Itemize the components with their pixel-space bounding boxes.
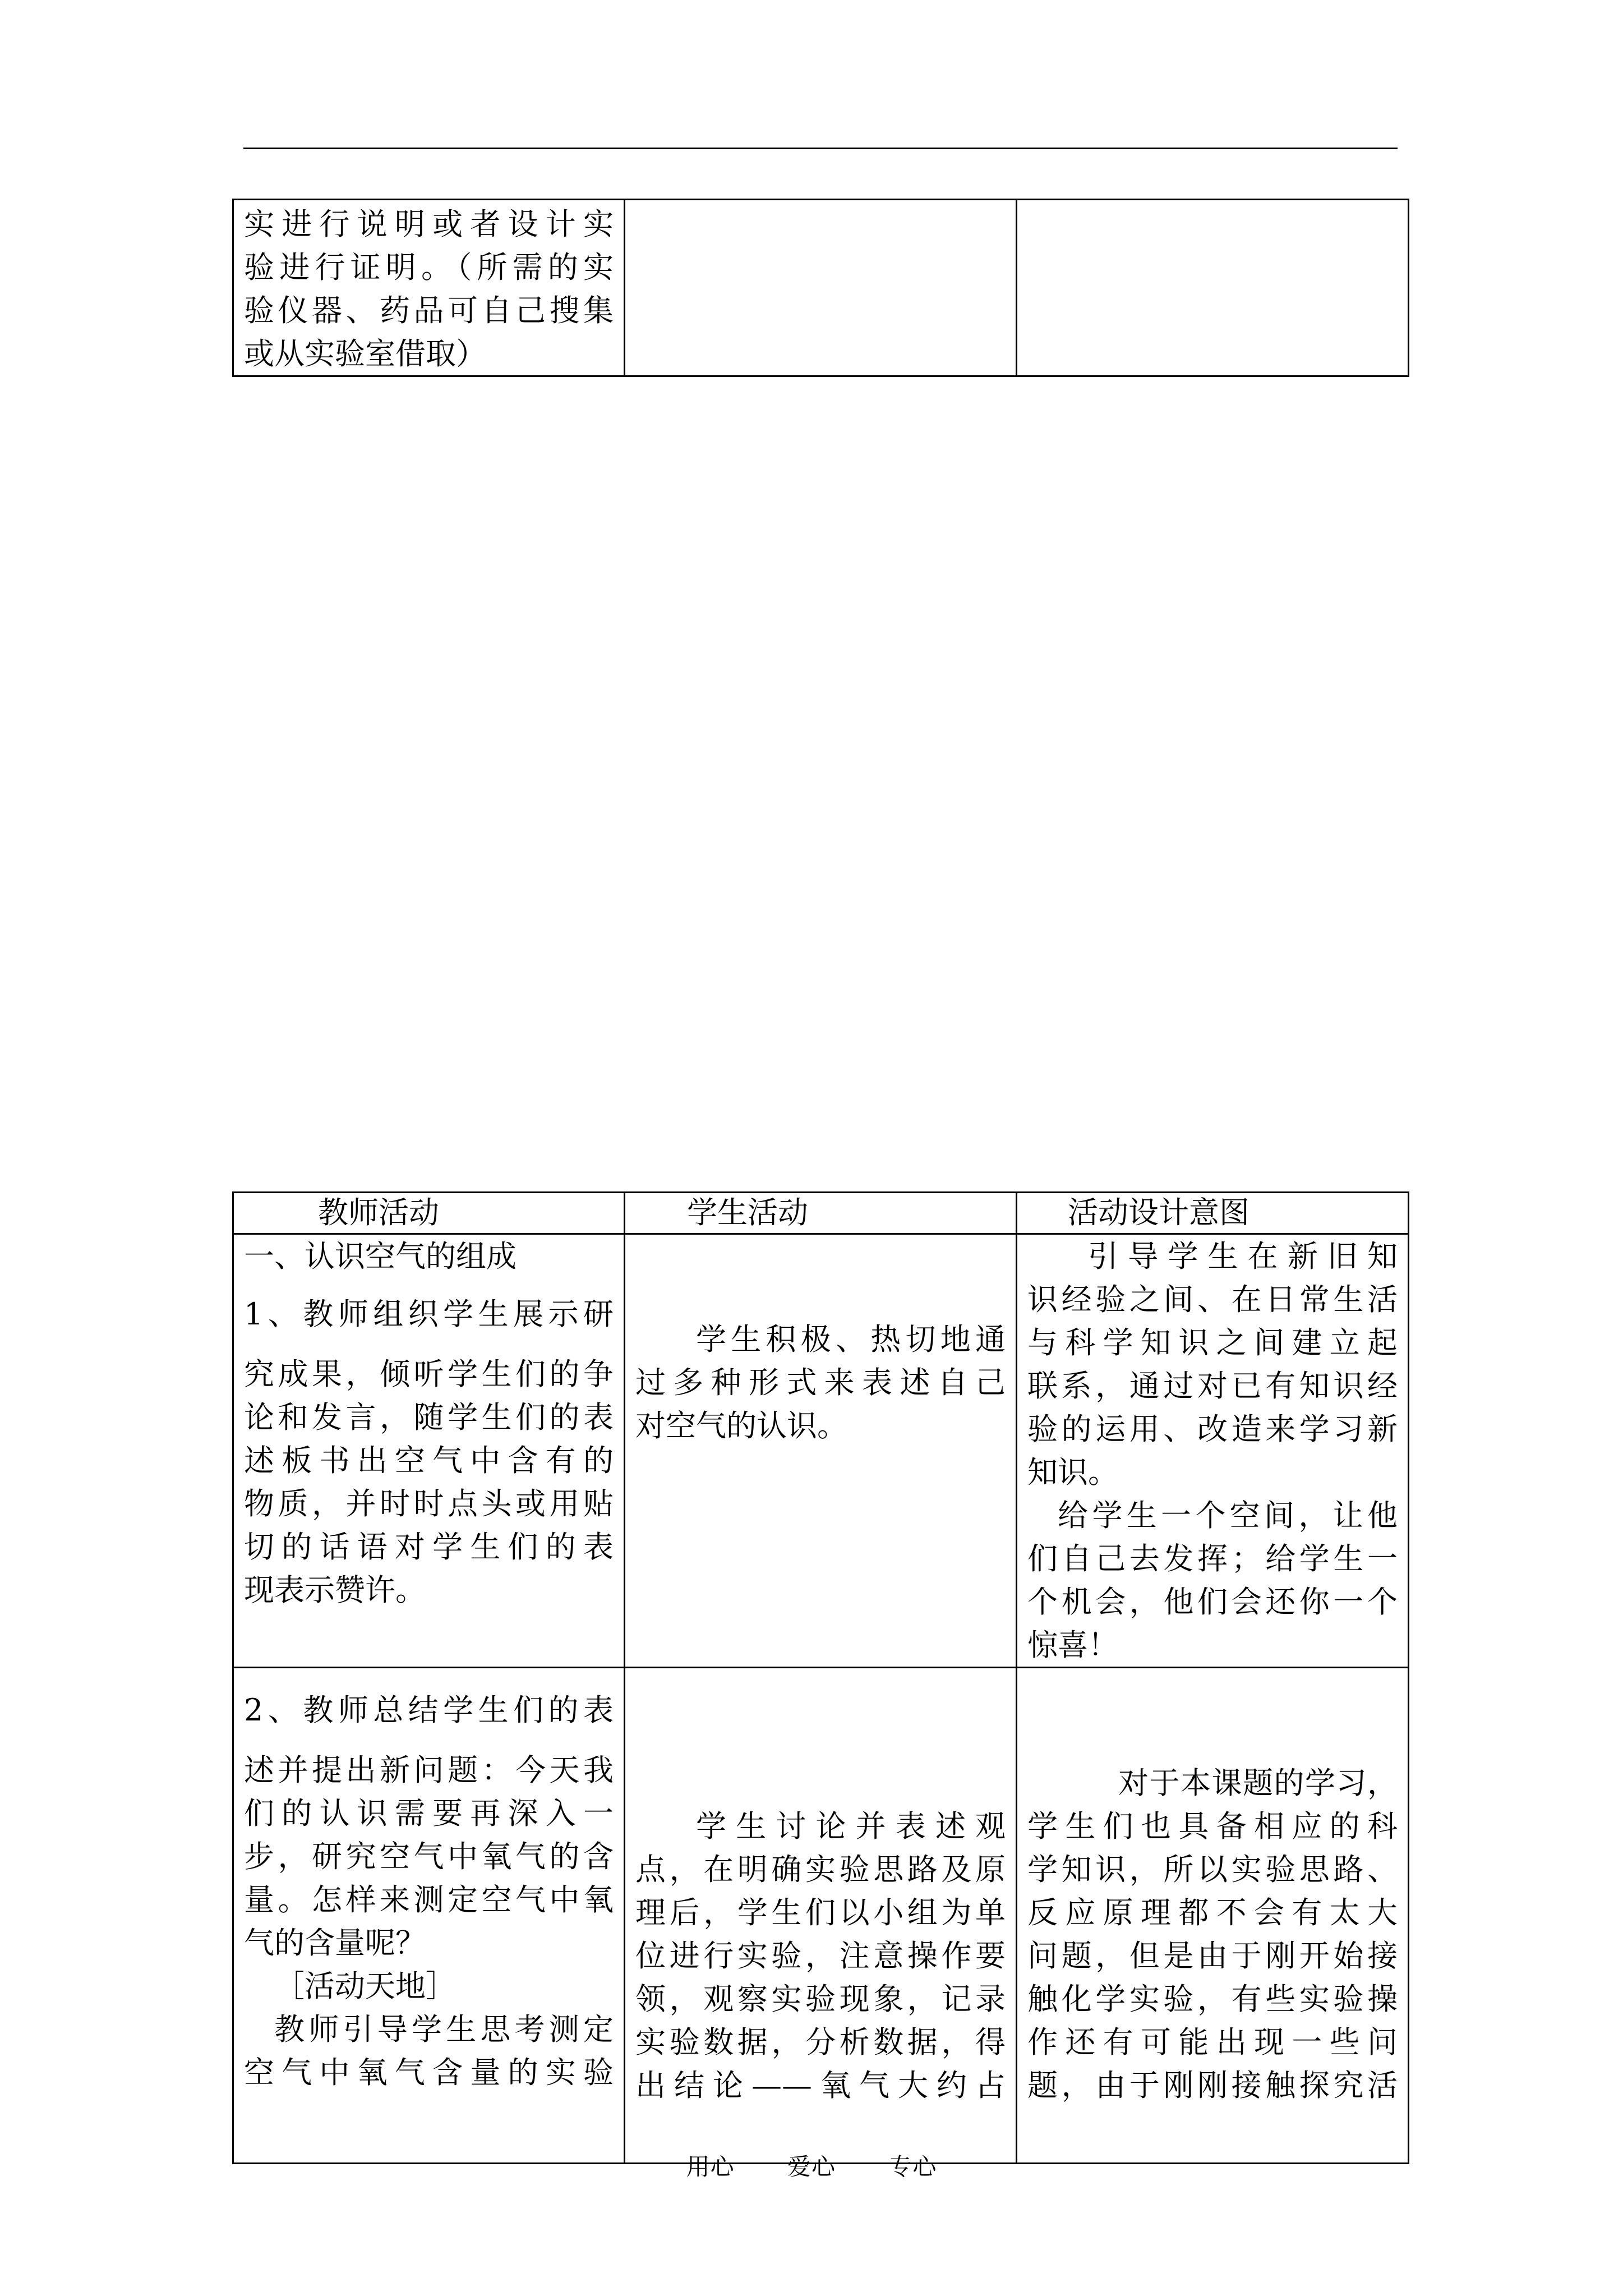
text-line: 学知识，所以实验思路、 bbox=[1027, 1852, 1398, 1887]
text-line: 验进行证明。（所需的实 bbox=[244, 250, 614, 285]
table-row bbox=[233, 1668, 1409, 2164]
text-line: 实验数据，分析数据，得 bbox=[635, 2024, 1006, 2060]
continuation-cell-teacher bbox=[233, 200, 625, 376]
text-line: 题，由于刚刚接触探究活 bbox=[1027, 2068, 1398, 2103]
text-line: 们自己去发挥；给学生一 bbox=[1027, 1541, 1398, 1576]
text-line: 对于本课题的学习， bbox=[1118, 1765, 1398, 1801]
text-line: 识经验之间、在日常生活 bbox=[1027, 1282, 1398, 1317]
text-line: 或从实验室借取） bbox=[244, 336, 486, 371]
cell-student-activity bbox=[625, 1234, 1017, 1668]
text-line: 2、教师总结学生们的表 bbox=[244, 1692, 614, 1728]
text-line: 1、教师组织学生展示研 bbox=[244, 1296, 614, 1332]
footer-motto: 专心 bbox=[888, 2153, 937, 2180]
text-line: 学生积极、热切地通 bbox=[696, 1322, 1006, 1357]
text-line: 验的运用、改造来学习新 bbox=[1027, 1411, 1398, 1447]
cell-teacher-activity bbox=[233, 1668, 625, 2164]
text-line: 述板书出空气中含有的 bbox=[244, 1443, 614, 1478]
text-line: 空气中氧气含量的实验 bbox=[244, 2055, 614, 2090]
text-line: 论和发言，随学生们的表 bbox=[244, 1400, 614, 1435]
table-header-row bbox=[233, 1193, 1409, 1234]
header-student-activity: 学生活动 bbox=[625, 1193, 1017, 1234]
text-line: 究成果，倾听学生们的争 bbox=[244, 1356, 614, 1392]
text-line: 点，在明确实验思路及原 bbox=[635, 1852, 1006, 1887]
cell-student-activity bbox=[625, 1668, 1017, 2164]
text-line: 现表示赞许。 bbox=[244, 1572, 426, 1608]
text-line: 引导学生在新旧知 bbox=[1088, 1239, 1398, 1274]
text-line: 理后，学生们以小组为单 bbox=[635, 1895, 1006, 1930]
text-line: 们的认识需要再深入一 bbox=[244, 1796, 614, 1831]
text-line: 学生们也具备相应的科 bbox=[1027, 1809, 1398, 1844]
text-line: 验仪器、药品可自己搜集 bbox=[244, 293, 614, 328]
footer-motto: 用心 bbox=[686, 2153, 735, 2180]
text-line: 给学生一个空间，让他 bbox=[1058, 1498, 1398, 1533]
text-line: 惊喜！ bbox=[1027, 1627, 1118, 1663]
header-rule bbox=[243, 148, 1398, 149]
text-line: 过多种形式来表述自己 bbox=[635, 1365, 1006, 1400]
continuation-cell-student bbox=[625, 200, 1017, 376]
text-line: 出结论——氧气大约占 bbox=[635, 2068, 1006, 2103]
page-footer bbox=[0, 2148, 1623, 2182]
text-line: 气的含量呢？ bbox=[244, 1925, 426, 1961]
cell-design-intent bbox=[1017, 1668, 1409, 2164]
text-line: 反应原理都不会有太大 bbox=[1027, 1895, 1398, 1930]
section-title: 一、认识空气的组成 bbox=[244, 1239, 517, 1274]
text-line: 步，研究空气中氧气的含 bbox=[244, 1839, 614, 1874]
text-line: 领，观察实验现象，记录 bbox=[635, 1981, 1006, 2017]
text-line: 个机会，他们会还你一个 bbox=[1027, 1584, 1398, 1619]
text-line: 实进行说明或者设计实 bbox=[244, 206, 614, 242]
text-line: 教师引导学生思考测定 bbox=[274, 2012, 614, 2047]
text-line: 量。怎样来测定空气中氧 bbox=[244, 1882, 614, 1917]
lesson-activity-table bbox=[232, 1191, 1409, 2164]
cell-teacher-activity bbox=[233, 1234, 625, 1668]
text-line: 学生讨论并表述观 bbox=[696, 1809, 1006, 1844]
text-line: 触化学实验，有些实验操 bbox=[1027, 1981, 1398, 2017]
text-line: 切的话语对学生们的表 bbox=[244, 1529, 614, 1565]
footer-motto: 爱心 bbox=[787, 2153, 836, 2180]
header-design-intent: 活动设计意图 bbox=[1017, 1193, 1409, 1234]
text-line: 述并提出新问题：今天我 bbox=[244, 1752, 614, 1788]
text-line: 作还有可能出现一些问 bbox=[1027, 2024, 1398, 2060]
text-line: 对空气的认识。 bbox=[635, 1408, 847, 1443]
text-line: 物质，并时时点头或用贴 bbox=[244, 1486, 614, 1521]
text-line: 位进行实验，注意操作要 bbox=[635, 1938, 1006, 1973]
text-line: 问题，但是由于刚开始接 bbox=[1027, 1938, 1398, 1973]
continuation-table bbox=[232, 199, 1409, 377]
text-line: 知识。 bbox=[1027, 1455, 1118, 1490]
continuation-cell-intent bbox=[1017, 200, 1409, 376]
activity-heading: ［活动天地］ bbox=[274, 1968, 456, 2004]
text-line: 联系，通过对已有知识经 bbox=[1027, 1368, 1398, 1404]
text-line: 与科学知识之间建立起 bbox=[1027, 1325, 1398, 1360]
header-teacher-activity: 教师活动 bbox=[233, 1193, 625, 1234]
table-row bbox=[233, 1234, 1409, 1668]
cell-design-intent bbox=[1017, 1234, 1409, 1668]
